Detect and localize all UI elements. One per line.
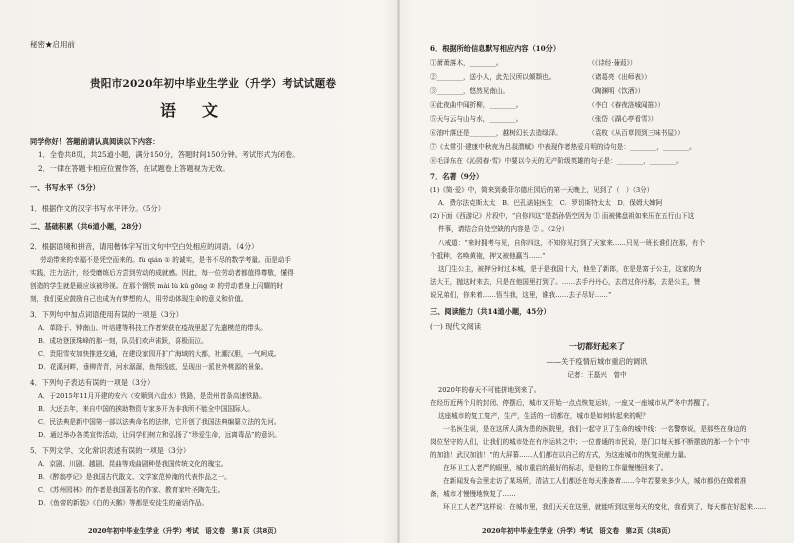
q3-option-a: A．革除于、钟南山、叶培建等科技工作者荣获在疫战里起了先遣模范的带头。 <box>38 324 267 332</box>
section-3-heading: 三、阅读能力（共14道小题，45分） <box>430 307 551 316</box>
question-1: 1．根据作文的汉字书写水平评分。（5分） <box>30 204 165 213</box>
question-3: 3．下列句中加点词语使用有误的一项是（3分） <box>30 310 183 319</box>
q5-option-b: B．《醉翁亭记》是我国古代散文、文学家范仲淹的代表作品之一。 <box>38 473 231 481</box>
q2-passage-3: 创造的学生就是最应该被珍视。在那个钢铁 mài lù kǔ gōng ② 的劳动者身上闪耀的时 <box>30 282 284 290</box>
q6-item-5: ⑤天与云与山与水，________。 （张岱《湖心亭看雪》） <box>430 115 658 123</box>
article-para-7: 在环卫工人老严的眼里，城市重启的最好的标志，是他的工作量慢慢回来了。 <box>430 464 668 472</box>
page-2-footer: 2020年初中毕业生学业（升学）考试 语文卷 第2页（共8页） <box>482 527 675 535</box>
q7-excerpt-5: 说兄弟们，你来着……悟当我，这里，谁我……去子尽好……” <box>430 291 612 299</box>
intro-rule-1: 1．全卷共8页，共25道小题，满分150分，答题时间150分钟。考试形式为闭卷。 <box>38 150 300 159</box>
q4-option-c: C．民法典是新中国第一部以法典命名的法律，它开创了我国法典编纂立法的先河。 <box>38 418 281 426</box>
question-6: 6．根据所给信息默写相应内容（10分） <box>430 44 561 53</box>
q6-item-7: ⑦《太常引·建康中秋夜为吕叔潜赋》中表现作者热爱月明的诗句是：________，________。 <box>430 143 696 151</box>
q5-option-d: D．《鱼帝的新装》《白的天鹅》等都是安徒生的童话作品。 <box>38 499 209 507</box>
article-title: 一切都好起来了 <box>569 341 625 351</box>
article-para-9: 备，城市才慢慢地恢复了…… <box>430 490 516 498</box>
q4-option-b: B．大还去年，来自中国的挨助物资专家多开为非我所不能全中国国际人。 <box>38 405 254 413</box>
article-para-3: 这座城市的复工复产，生产，生活的一切都在，城市是如何转起来的呢？ <box>438 412 649 420</box>
page-1-footer: 2020年初中毕业生学业（升学）考试 语文卷 第1页（共8页） <box>88 527 281 535</box>
article-para-8: 在新闻发布会里走访了某场所，清洁工人们都还在每天准备着……今年若要来多少人，城市都仍在做着准 <box>430 477 747 485</box>
article-para-4: 一名医生说，是在这所人满为患的医院里，我们一起守卫了生命的城中线：一名警察说，是那些在身边的 <box>430 425 747 433</box>
q6-item-4: ④此夜曲中闻折柳，________。 （李白《春夜洛城闻笛》） <box>430 101 665 109</box>
q5-option-c: C．《苏州园林》的作者是我国著名的作家、教育家叶圣陶先生。 <box>38 486 225 494</box>
article-para-5: 岗位坚守的人们，让我们的城市处在有序运转之中；一位普通的市民说，是门口每天都不断摆放的那一个个“中 <box>430 438 750 446</box>
modern-reading-heading: (一) 现代文阅读 <box>430 322 482 331</box>
question-2: 2．根据语境和拼音，请用楷体字写出文句中空白处相应的词语。（4分） <box>30 242 259 251</box>
q7-part-2: (2)下面《西游记》片段中，“自你四这”是指孙悟空因为 ① 而被佛盘祖如来压在五行山下这 <box>430 212 695 220</box>
q3-option-b: B．成功登顶珠峰的那一刻，队员们欢声雀跃，喜极而泣。 <box>38 337 208 345</box>
section-2-heading: 二、基础积累（共6道小题，28分） <box>30 222 146 231</box>
q6-item-8: ⑧毛泽东在《沁园春·雪》中要以今天的无产阶级英雄的句子是：________，________。 <box>430 157 683 165</box>
article-byline: 记者：王磊兴 曾中 <box>567 371 627 379</box>
q7-excerpt-4: 法大王，抛这时来去，只是在他国里打到了。……去手丹丹心，去首过你丹那，去是公主，赞 <box>430 278 701 286</box>
article-para-10: 环卫工人老严这样说：在城市里，我们天天在这里，就能听到这里每天的变化，我看到了，每天都在好起来…… <box>430 503 767 511</box>
intro-heading: 同学你好！答题前请认真阅读以下内容： <box>30 137 160 146</box>
q6-item-2: ②________，送小人，此先汉所以倾颓也。 （诸葛亮《出师表》） <box>430 73 651 81</box>
q5-option-a: A．京剧、川剧、越剧、昆曲等戏曲剧种是我国传统文化的瑰宝。 <box>38 460 228 468</box>
article-para-1: 2020年的春天不可能拼地到来了。 <box>438 386 541 394</box>
question-5: 5．下列文学、文化常识表述有误的一项是（3分） <box>30 446 191 455</box>
section-1-heading: 一、书写水平（5分） <box>30 183 100 192</box>
intro-rule-2: 2．一律在答题卡相应位置作答，在试题卷上答题视为无效。 <box>38 164 230 173</box>
q7-excerpt-2: 个抵种，名唤黄袍，押又被他赢当……” <box>430 252 546 260</box>
article-para-2: 在经历近两个月的封闭、停摆后，城市又开始一点点恢复运转，一座又一座城市从严冬中苏醒了。 <box>430 399 714 407</box>
q7-excerpt-3: 这门生公主，被押分时过本城，是于是我国十大，他坐了新郎，在是是富于公主，这家的为 <box>438 265 702 273</box>
q6-item-1: ①萧萧落木，________。 （《诗经·蒹葭》） <box>430 59 637 67</box>
q7-part-1: (1)《简·爱》中，简来到桑菲尔德庄园后的第一天晚上，见到了（ ）（3分） <box>430 186 654 194</box>
q7-part-2-cont: 件事，请结合自处空缺的内容是 ② 。（2分） <box>438 225 569 233</box>
q2-passage-4: 刻，我们更应鼓励自己也成为有梦想的人，用劳动体现生命的意义和价值。 <box>30 295 248 303</box>
subject-title: 语文 <box>160 101 245 120</box>
q2-passage-1: 劳动带来的幸福不是凭空而来的。fù qián ① 的诚实，是书不尽的数学考量。而是动手 <box>40 256 291 264</box>
q6-item-3: ③________，悠然见南山。 （陶渊明《饮酒》） <box>430 87 645 95</box>
q2-passage-2: 实践，注力法汁，经受磨练后方尝到劳动的成就感。因此，每一位劳动者都值得尊敬，懂得 <box>30 269 294 277</box>
exam-title: 贵阳市2020年初中毕业生学业（升学）考试试题卷 <box>90 78 337 90</box>
page-2 <box>400 0 794 543</box>
q4-option-a: A．于2015年11月开建的安六（安顺到六盘水）铁路，是贵州首条高速铁路。 <box>38 392 266 400</box>
q7-excerpt-1: 八戒道：“来时拥考与见，自你四这，不知你见打到了天家来……只见一班长谁们在那，有个 <box>438 239 706 247</box>
question-7: 7．名著（9分） <box>430 172 484 181</box>
article-subtitle: ——关于疫情后城市重启的调讯 <box>546 357 648 366</box>
secret-label: 秘密★启用前 <box>30 40 75 49</box>
q7-options: A．费尔法克斯太太 B．巴孔诺娃医生 C．罗切斯特太太 D．保姆大婶阿 <box>438 199 663 207</box>
q3-option-d: D．花溪河畔，垂柳青青，河水潺潺，鱼翔浅底，呈现出一派世外桃源的景象。 <box>38 363 268 371</box>
article-para-6: 的加油！武汉加油！”的大屏幕……人们都在以自己的方式，为这座城市的恢复贡献力量。 <box>430 451 691 459</box>
q3-option-c: C．贵阳雪安加快推进交通，在建设家园开扩广海域的大都，社潮汉胆，一气呵成。 <box>38 350 281 358</box>
q6-item-6: ⑥油叶落还是________，越树幻长去造绿泽。 （袁枚《从百草园到三味书屋》） <box>430 129 684 137</box>
q4-option-d: D．通过举办各类宣传活动，让同学们树立和弘扬了“珍爱生命，远离毒品”的意识。 <box>38 431 281 439</box>
question-4: 4．下列句子表达有误的一项是（3分） <box>30 378 155 387</box>
